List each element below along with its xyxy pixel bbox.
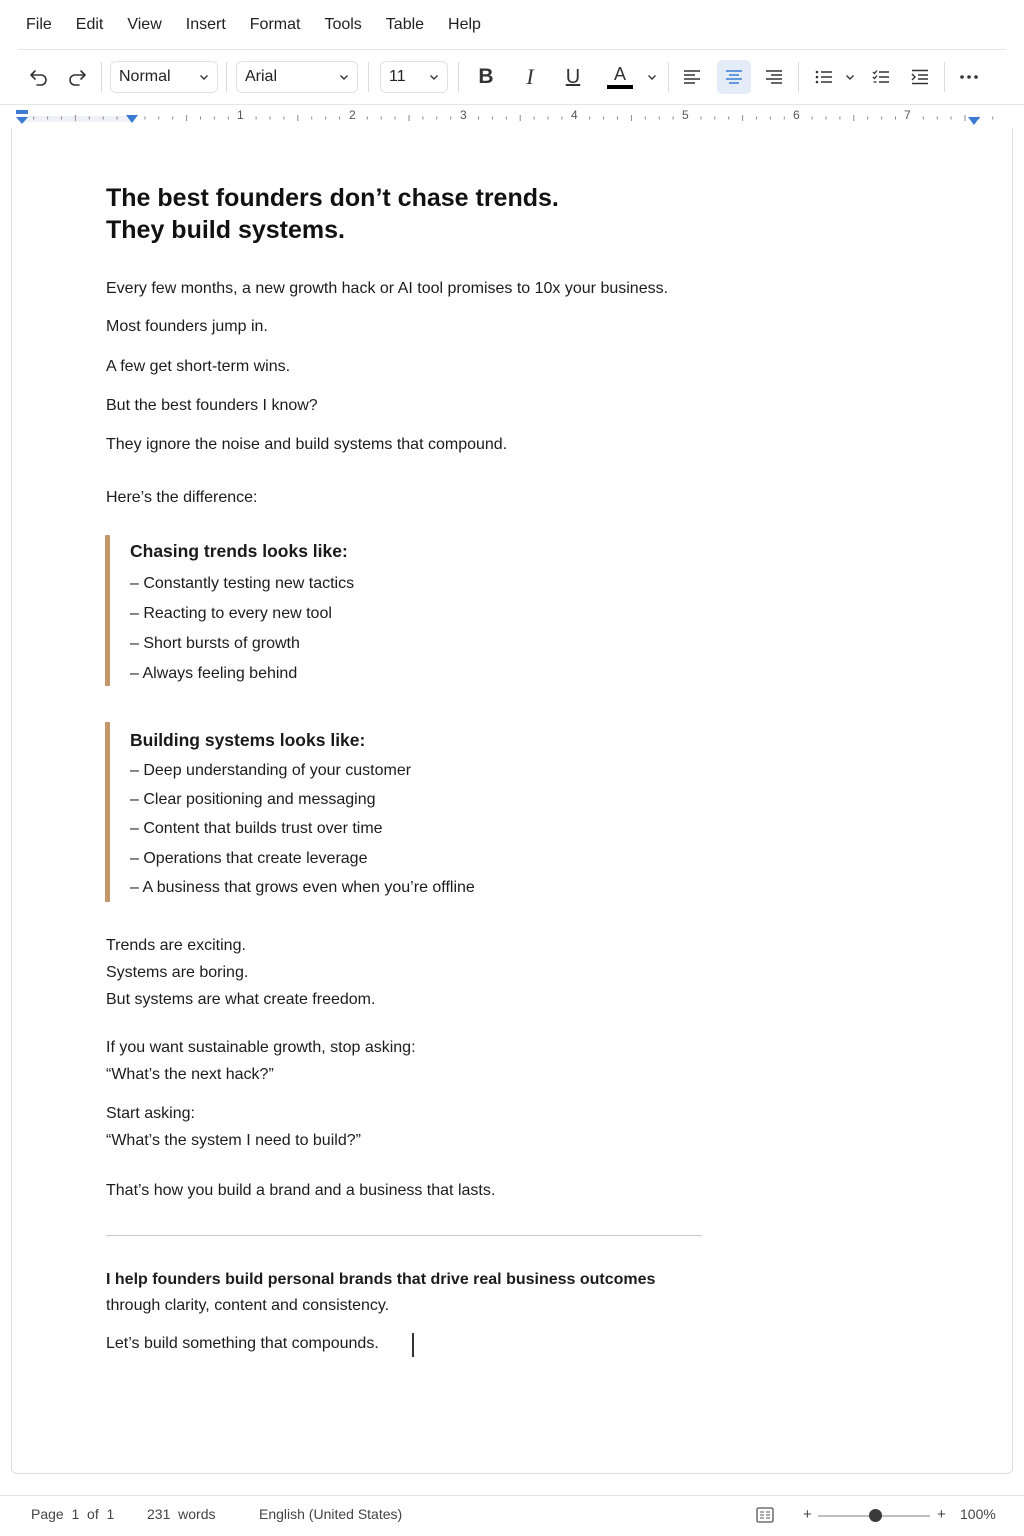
quote-heading: Building systems looks like: <box>130 730 366 750</box>
list-item: – Reacting to every new tool <box>130 605 332 622</box>
chevron-down-icon <box>845 72 855 82</box>
paragraph: A few get short-term wins. <box>106 358 291 375</box>
paragraph: Every few months, a new growth hack or AI tool promises to 10x your business. <box>106 280 669 297</box>
chevron-down-icon <box>339 72 349 82</box>
paragraph: If you want sustainable growth, stop asking: <box>106 1039 416 1056</box>
document-title <box>106 182 726 246</box>
paragraph: They ignore the noise and build systems that compound. <box>106 436 508 453</box>
title-line: The best founders don’t chase trends. <box>106 184 559 212</box>
menu-help[interactable]: Help <box>448 16 481 33</box>
toolbar-separator <box>798 62 799 92</box>
font-size-value: 11 <box>389 68 406 85</box>
chevron-down-icon <box>199 72 209 82</box>
ruler-number: 4 <box>571 108 578 122</box>
more-options-button[interactable] <box>955 60 983 94</box>
font-select[interactable] <box>236 61 358 93</box>
quote-bar <box>105 722 110 902</box>
status-divider <box>0 1495 1024 1496</box>
bold-button[interactable]: B <box>478 65 494 88</box>
menu-insert[interactable]: Insert <box>185 16 226 33</box>
menu-edit[interactable]: Edit <box>75 16 104 33</box>
toolbar-divider <box>0 104 1024 105</box>
paragraph: Most founders jump in. <box>106 318 268 335</box>
indent-icon <box>911 69 929 85</box>
font-size-select[interactable] <box>380 61 448 93</box>
paragraph: “What’s the system I need to build?” <box>106 1132 361 1149</box>
toolbar <box>0 50 1024 104</box>
style-value: Normal <box>119 68 171 85</box>
ruler-number: 7 <box>904 108 911 122</box>
align-center-icon <box>725 69 743 85</box>
menu-format[interactable]: Format <box>249 16 301 33</box>
zoom-level[interactable]: 100% <box>960 1506 996 1522</box>
zoom-in-button[interactable]: + <box>937 1506 946 1523</box>
text-cursor <box>412 1333 414 1357</box>
paragraph: Systems are boring. <box>106 964 249 981</box>
menu-table[interactable]: Table <box>385 16 425 33</box>
align-center-button[interactable] <box>717 60 751 94</box>
align-right-button[interactable] <box>760 60 788 94</box>
quote-bar <box>105 535 110 686</box>
chevron-down-icon <box>429 72 439 82</box>
checklist-icon <box>872 69 890 85</box>
horizontal-rule <box>106 1235 702 1236</box>
indent-button[interactable] <box>906 60 934 94</box>
toolbar-separator <box>101 62 102 92</box>
toolbar-separator <box>668 62 669 92</box>
first-line-indent-marker[interactable] <box>15 110 29 126</box>
bulleted-list-dropdown[interactable] <box>842 60 858 94</box>
signature-text: through clarity, content and consistency. <box>106 1297 390 1314</box>
align-left-button[interactable] <box>678 60 706 94</box>
ruler-number: 6 <box>793 108 800 122</box>
ruler-number: 5 <box>682 108 689 122</box>
text-color-button[interactable] <box>604 60 636 94</box>
bulleted-list-icon <box>815 69 833 85</box>
page-count: Page 1 of 1 <box>31 1506 115 1522</box>
signature-bold: I help founders build personal brands that drive real business outcomes <box>106 1271 656 1288</box>
menu-view[interactable]: View <box>127 16 162 33</box>
chevron-down-icon <box>647 72 657 82</box>
undo-icon <box>29 68 49 86</box>
language[interactable]: English (United States) <box>259 1506 403 1522</box>
redo-icon <box>67 68 87 86</box>
font-value: Arial <box>245 68 278 85</box>
bulleted-list-button[interactable] <box>810 60 838 94</box>
zoom-out-button[interactable]: + <box>803 1506 812 1523</box>
paragraph: That’s how you build a brand and a business that lasts. <box>106 1182 496 1199</box>
menu-file[interactable]: File <box>26 16 52 33</box>
ruler-number: 2 <box>349 108 356 122</box>
toolbar-separator <box>944 62 945 92</box>
text-color-dropdown[interactable] <box>644 60 660 94</box>
list-item: – Content that builds trust over time <box>130 820 383 837</box>
list-item: – Operations that create leverage <box>130 850 368 867</box>
list-item: – Constantly testing new tactics <box>130 575 355 592</box>
list-item: – Always feeling behind <box>130 665 298 682</box>
paragraph: “What’s the next hack?” <box>106 1066 274 1083</box>
align-right-icon <box>765 69 783 85</box>
toolbar-separator <box>458 62 459 92</box>
ruler-number: 1 <box>237 108 244 122</box>
list-item: – A business that grows even when you’re offline <box>130 879 475 896</box>
menu-bar <box>0 0 1024 50</box>
text-color-letter: A <box>613 64 626 84</box>
toolbar-separator <box>368 62 369 92</box>
toolbar-separator <box>226 62 227 92</box>
right-indent-marker[interactable] <box>967 116 981 126</box>
undo-button[interactable] <box>26 60 52 94</box>
list-item: – Short bursts of growth <box>130 635 300 652</box>
page-view-button[interactable] <box>756 1507 774 1528</box>
italic-button[interactable]: I <box>526 64 534 89</box>
underline-button[interactable]: U <box>565 65 581 88</box>
align-left-icon <box>683 69 701 85</box>
redo-button[interactable] <box>64 60 90 94</box>
ruler <box>12 106 1012 128</box>
quote-heading: Chasing trends looks like: <box>130 541 348 561</box>
ruler-number: 3 <box>460 108 467 122</box>
paragraph: Trends are exciting. <box>106 937 246 954</box>
left-indent-marker[interactable] <box>125 114 139 124</box>
checklist-button[interactable] <box>867 60 895 94</box>
text-color-swatch <box>607 85 633 89</box>
list-item: – Clear positioning and messaging <box>130 791 376 808</box>
zoom-slider-thumb[interactable] <box>869 1509 882 1522</box>
paragraph: But systems are what create freedom. <box>106 991 376 1008</box>
word-count[interactable]: 231 words <box>147 1506 216 1522</box>
style-select[interactable] <box>110 61 218 93</box>
page-view-icon <box>756 1507 774 1523</box>
paragraph: Here’s the difference: <box>106 489 258 506</box>
more-horizontal-icon <box>959 74 979 80</box>
paragraph: But the best founders I know? <box>106 397 318 414</box>
paragraph: Let’s build something that compounds. <box>106 1335 379 1352</box>
title-line: They build systems. <box>106 216 345 244</box>
menu-tools[interactable]: Tools <box>324 16 362 33</box>
list-item: – Deep understanding of your customer <box>130 762 412 779</box>
paragraph: Start asking: <box>106 1105 195 1122</box>
ruler-ticks <box>12 106 1012 128</box>
